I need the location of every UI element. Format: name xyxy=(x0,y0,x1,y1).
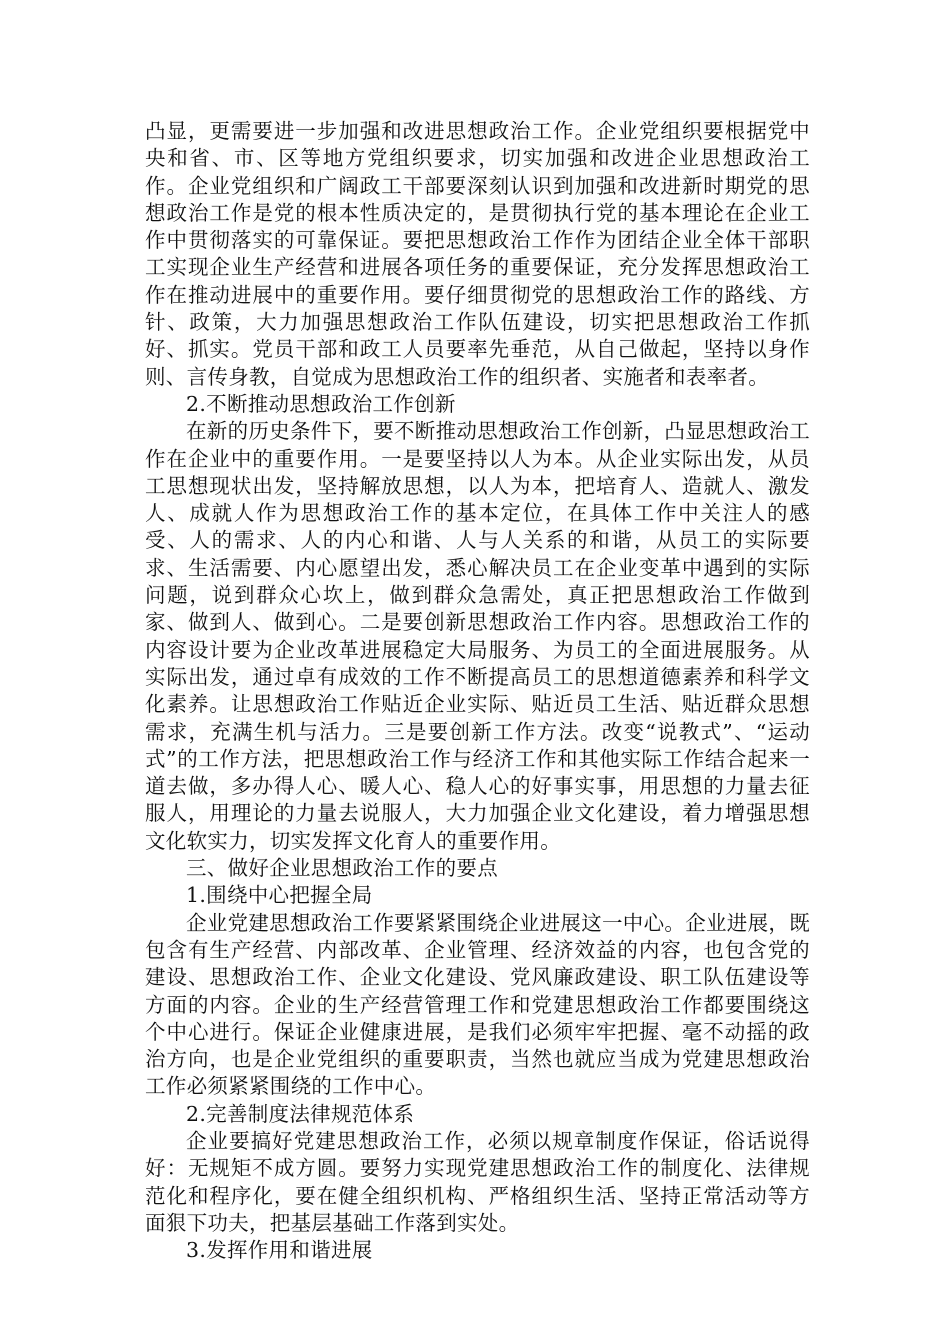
heading-harmonious-development: 3.发挥作用和谐进展 xyxy=(186,1238,373,1263)
heading-rules-system: 2.完善制度法律规范体系 xyxy=(186,1101,415,1126)
heading-innovation: 2.不断推动思想政治工作创新 xyxy=(186,391,456,416)
document-page xyxy=(145,118,810,1264)
paragraph-focus-center: 企业党建思想政治工作要紧紧围绕企业进展这一中心。企业进展，既包含有生产经营、内部改革、企业管理、经济效益的内容，也包含党的建设、思想政治工作、企业文化建设、党风廉政建设、职工队伍建设等方面的内容。企业的生产经营管理工作和党建思想政治工作都要围绕这个中心进行。保证企业健康进展，是我们必须牢牢把握、毫不动摇的政治方向，也是企业党组织的重要职责，当然也就应当成为党建思想政治工作必须紧紧围绕的工作中心。 xyxy=(145,910,810,1099)
heading-focus-center: 1.围绕中心把握全局 xyxy=(186,883,373,908)
paragraph-innovation: 在新的历史条件下，要不断推动思想政治工作创新，凸显思想政治工作在企业中的重要作用。一是要坚持以人为本。从企业实际出发，从员工思想现状出发，坚持解放思想，以人为本，把培育人、造就人、激发人、成就人作为思想政治工作的基本定位，在具体工作中关注人的感受、人的需求、人的内心和谐、人与人关系的和谐，从员工的实际要求、生活需要、内心愿望出发，悉心解决员工在企业变革中遇到的实际问题，说到群众心坎上，做到群众急需处，真正把思想政治工作做到家、做到人、做到心。二是要创新思想政治工作内容。思想政治工作的内容设计要为企业改革进展稳定大局服务、为员工的全面进展服务。从实际出发，通过卓有成效的工作不断提高员工的思想道德素养和科学文化素养。让思想政治工作贴近企业实际、贴近员工生活、贴近群众思想需求，充满生机与活力。三是要创新工作方法。改变“说教式”、“运动式”的工作方法，把思想政治工作与经济工作和其他实际工作结合起来一道去做，多办得人心、暖人心、稳人心的好事实事，用思想的力量去征服人，用理论的力量去说服人，大力加强企业文化建设，着力增强思想文化软实力，切实发挥文化育人的重要作用。 xyxy=(145,419,810,853)
heading-section-three: 三、做好企业思想政治工作的要点 xyxy=(186,856,498,881)
paragraph-intro-continued: 凸显，更需要进一步加强和改进思想政治工作。企业党组织要根据党中央和省、市、区等地方党组织要求，切实加强和改进企业思想政治工作。企业党组织和广阔政工干部要深刻认识到加强和改进新时期党的思想政治工作是党的根本性质决定的，是贯彻执行党的基本理论在企业工作中贯彻落实的可靠保证。要把思想政治工作作为团结企业全体干部职工实现企业生产经营和进展各项任务的重要保证，充分发挥思想政治工作在推动进展中的重要作用。要仔细贯彻党的思想政治工作的路线、方针、政策，大力加强思想政治工作队伍建设，切实把思想政治工作抓好、抓实。党员干部和政工人员要率先垂范，从自己做起，坚持以身作则、言传身教，自觉成为思想政治工作的组织者、实施者和表率者。 xyxy=(145,119,810,389)
paragraph-rules-system: 企业要搞好党建思想政治工作，必须以规章制度作保证，俗话说得好：无规矩不成方圆。要努力实现党建思想政治工作的制度化、法律规范化和程序化，要在健全组织机构、严格组织生活、坚持正常活动等方面狠下功夫，把基层基础工作落到实处。 xyxy=(145,1128,810,1235)
